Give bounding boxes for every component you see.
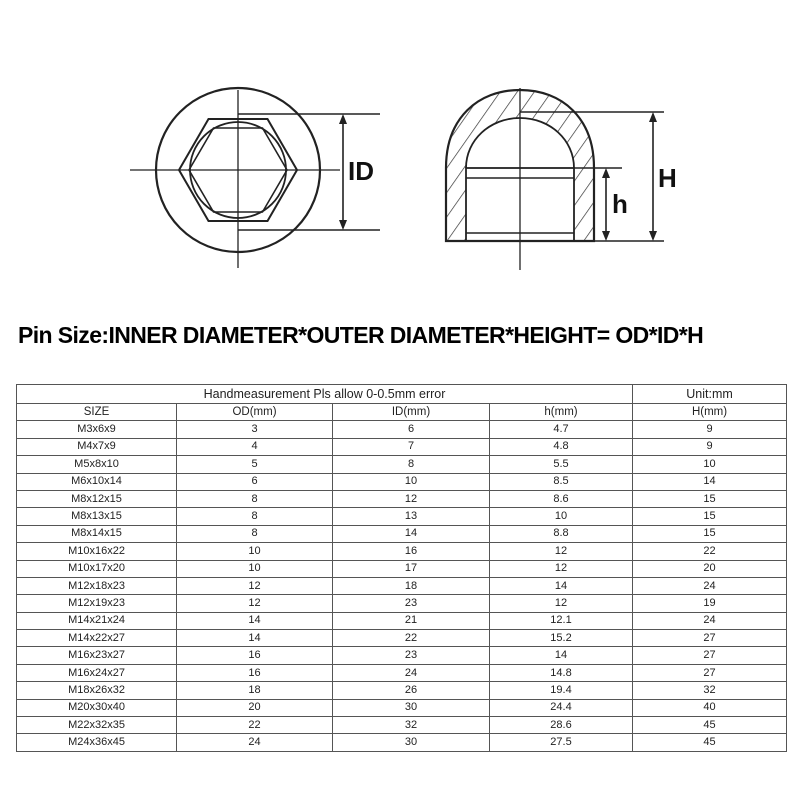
total-height-cell: 14 <box>633 473 787 490</box>
od-cell: 14 <box>177 612 333 629</box>
table-row <box>17 717 787 734</box>
size-cell: M12x19x23 <box>17 595 177 612</box>
od-cell: 10 <box>177 543 333 560</box>
thread-height-label: h <box>612 189 628 219</box>
thread-height-cell: 8.5 <box>490 473 633 490</box>
od-cell: 5 <box>177 456 333 473</box>
thread-height-cell: 8.8 <box>490 525 633 542</box>
size-cell: M12x18x23 <box>17 577 177 594</box>
od-cell: 10 <box>177 560 333 577</box>
id-cell: 21 <box>333 612 490 629</box>
table-row <box>17 595 787 612</box>
size-cell: M10x16x22 <box>17 543 177 560</box>
total-height-label: H <box>658 163 677 193</box>
total-height-cell: 19 <box>633 595 787 612</box>
size-headline: Pin Size:INNER DIAMETER*OUTER DIAMETER*HEIGHT= OD*ID*H <box>18 322 704 348</box>
total-height-cell: 9 <box>633 438 787 455</box>
table-row <box>17 577 787 594</box>
table-row <box>17 612 787 629</box>
id-cell: 30 <box>333 699 490 716</box>
table-row <box>17 508 787 525</box>
size-cell: M6x10x14 <box>17 473 177 490</box>
thread-height-cell: 27.5 <box>490 734 633 751</box>
id-cell: 32 <box>333 717 490 734</box>
id-cell: 26 <box>333 682 490 699</box>
side-section-view <box>446 88 664 270</box>
total-height-cell: 32 <box>633 682 787 699</box>
od-cell: 6 <box>177 473 333 490</box>
id-cell: 22 <box>333 630 490 647</box>
column-header-thread-height: h(mm) <box>490 404 633 421</box>
table-row <box>17 490 787 507</box>
size-cell: M16x24x27 <box>17 664 177 681</box>
total-height-cell: 20 <box>633 560 787 577</box>
table-row <box>17 647 787 664</box>
thread-height-cell: 12.1 <box>490 612 633 629</box>
total-height-cell: 40 <box>633 699 787 716</box>
size-cell: M22x32x35 <box>17 717 177 734</box>
od-cell: 14 <box>177 630 333 647</box>
id-cell: 12 <box>333 490 490 507</box>
table-row <box>17 525 787 542</box>
id-cell: 30 <box>333 734 490 751</box>
cap-nut-diagram <box>0 0 800 300</box>
thread-height-cell: 19.4 <box>490 682 633 699</box>
table-row <box>17 734 787 751</box>
total-height-cell: 15 <box>633 525 787 542</box>
column-header-od: OD(mm) <box>177 404 333 421</box>
size-cell: M3x6x9 <box>17 421 177 438</box>
thread-height-cell: 8.6 <box>490 490 633 507</box>
size-cell: M24x36x45 <box>17 734 177 751</box>
size-spec-table <box>16 384 787 752</box>
total-height-cell: 24 <box>633 577 787 594</box>
total-height-cell: 27 <box>633 664 787 681</box>
total-height-cell: 22 <box>633 543 787 560</box>
od-cell: 8 <box>177 525 333 542</box>
od-cell: 3 <box>177 421 333 438</box>
id-cell: 16 <box>333 543 490 560</box>
size-cell: M16x23x27 <box>17 647 177 664</box>
size-cell: M8x12x15 <box>17 490 177 507</box>
size-cell: M14x22x27 <box>17 630 177 647</box>
id-cell: 10 <box>333 473 490 490</box>
column-header-total-height: H(mm) <box>633 404 787 421</box>
id-cell: 23 <box>333 595 490 612</box>
size-cell: M8x14x15 <box>17 525 177 542</box>
total-height-cell: 15 <box>633 490 787 507</box>
id-label: ID <box>348 156 374 186</box>
total-height-cell: 45 <box>633 717 787 734</box>
thread-height-cell: 14 <box>490 647 633 664</box>
total-height-cell: 24 <box>633 612 787 629</box>
total-height-cell: 15 <box>633 508 787 525</box>
size-cell: M18x26x32 <box>17 682 177 699</box>
table-row <box>17 699 787 716</box>
table-row <box>17 664 787 681</box>
id-cell: 6 <box>333 421 490 438</box>
id-cell: 23 <box>333 647 490 664</box>
id-cell: 18 <box>333 577 490 594</box>
size-cell: M5x8x10 <box>17 456 177 473</box>
id-cell: 14 <box>333 525 490 542</box>
thread-height-cell: 12 <box>490 595 633 612</box>
top-view <box>130 88 380 268</box>
column-header-size: SIZE <box>17 404 177 421</box>
od-cell: 16 <box>177 664 333 681</box>
unit-note: Unit:mm <box>633 385 787 404</box>
table-row <box>17 473 787 490</box>
table-row <box>17 543 787 560</box>
id-cell: 7 <box>333 438 490 455</box>
od-cell: 20 <box>177 699 333 716</box>
measurement-note: Handmeasurement Pls allow 0-0.5mm error <box>17 385 633 404</box>
thread-height-cell: 24.4 <box>490 699 633 716</box>
total-height-cell: 45 <box>633 734 787 751</box>
table-row <box>17 438 787 455</box>
thread-height-cell: 5.5 <box>490 456 633 473</box>
thread-height-cell: 14 <box>490 577 633 594</box>
total-height-cell: 9 <box>633 421 787 438</box>
table-banner-row <box>17 385 787 404</box>
size-cell: M8x13x15 <box>17 508 177 525</box>
od-cell: 12 <box>177 577 333 594</box>
table-row <box>17 630 787 647</box>
id-cell: 8 <box>333 456 490 473</box>
size-cell: M4x7x9 <box>17 438 177 455</box>
thread-height-cell: 28.6 <box>490 717 633 734</box>
thread-height-cell: 12 <box>490 543 633 560</box>
id-cell: 17 <box>333 560 490 577</box>
thread-height-cell: 12 <box>490 560 633 577</box>
thread-height-cell: 15.2 <box>490 630 633 647</box>
total-height-cell: 27 <box>633 630 787 647</box>
od-cell: 22 <box>177 717 333 734</box>
table-body <box>17 421 787 751</box>
total-height-cell: 27 <box>633 647 787 664</box>
od-cell: 4 <box>177 438 333 455</box>
table-header-row <box>17 404 787 421</box>
od-cell: 24 <box>177 734 333 751</box>
id-cell: 24 <box>333 664 490 681</box>
table-row <box>17 560 787 577</box>
table-row <box>17 456 787 473</box>
thread-height-cell: 4.7 <box>490 421 633 438</box>
id-cell: 13 <box>333 508 490 525</box>
size-cell: M14x21x24 <box>17 612 177 629</box>
thread-height-cell: 10 <box>490 508 633 525</box>
total-height-cell: 10 <box>633 456 787 473</box>
od-cell: 16 <box>177 647 333 664</box>
column-header-id: ID(mm) <box>333 404 490 421</box>
table-row <box>17 421 787 438</box>
od-cell: 8 <box>177 508 333 525</box>
od-cell: 12 <box>177 595 333 612</box>
size-cell: M20x30x40 <box>17 699 177 716</box>
od-cell: 8 <box>177 490 333 507</box>
thread-height-cell: 4.8 <box>490 438 633 455</box>
size-cell: M10x17x20 <box>17 560 177 577</box>
thread-height-cell: 14.8 <box>490 664 633 681</box>
table-row <box>17 682 787 699</box>
od-cell: 18 <box>177 682 333 699</box>
